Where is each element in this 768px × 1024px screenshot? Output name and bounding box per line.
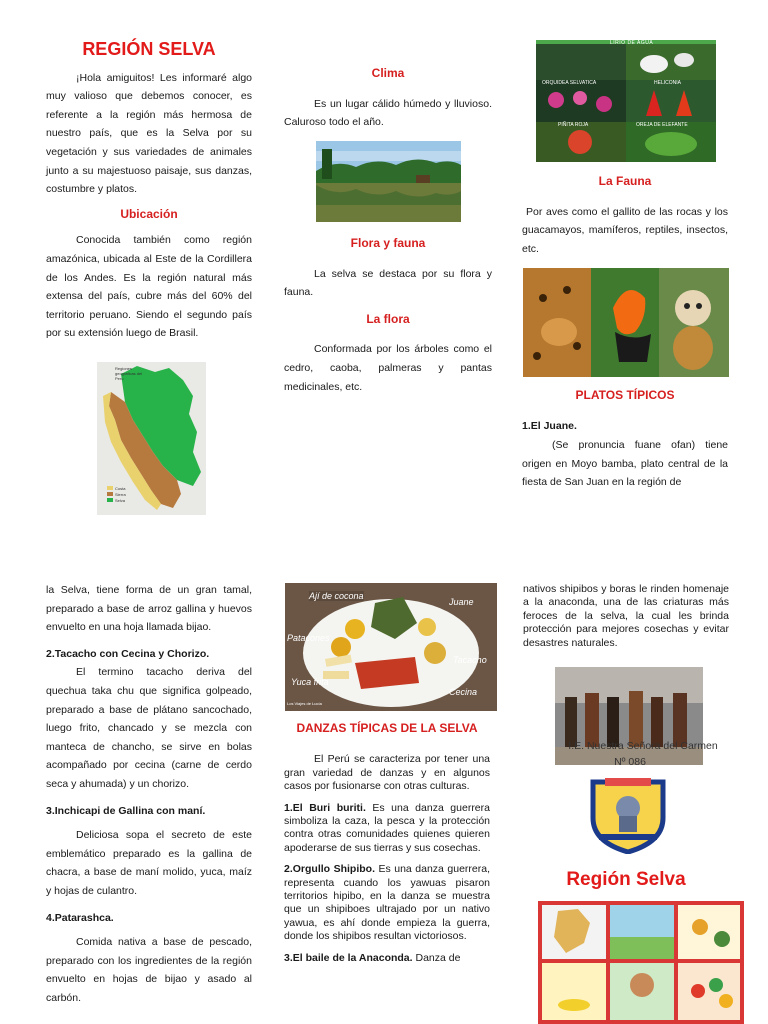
juane-text: (Se pronuncia fuane ofan) tiene origen en Moyo bamba, plato central de la fiesta de San Juan en la región de [522,439,728,489]
danzas-heading: DANZAS TÍPICAS DE LA SELVA [296,721,478,735]
dance-orgullo-shipibo: 2.Orgullo Shipibo. Es una danza guerrera, representa cuando los yawuas pisaron territorios hipibo, en la danza se muestra que un shipiboes ultrajado por un nativo yawua, es ahí donde empieza la guerra, donde los shipibos resultan victoriosos. [284,863,490,943]
region-selva-title: Región Selva [566,869,686,890]
school-number: Nº 086 [614,756,646,768]
column-flora-fauna [284,234,492,396]
platos-heading: PLATOS TÍPICOS [575,388,675,402]
flora-heading: La flora [366,311,410,326]
danzas-intro: El Perú se caracteriza por tener una gran variedad de danzas y en algunos casos por fusionarse con otras culturas. [284,753,490,793]
patarashca-title: 4.Patarashca. [46,911,114,924]
peru-regions-map [97,362,206,515]
flowers-collage [536,40,716,162]
food-label: Juane [449,597,474,607]
intro-text: ¡Hola amiguitos! Les informaré algo muy valioso que debemos conocer, es referente a la región más hermosa de nuestro país, que es la Selva por su vegetación y sus variedades de animales junto a su majestuoso paisaje, sus danzas, costumbre y platos. [46,71,252,196]
ubicacion-heading: Ubicación [120,206,178,221]
food-label: Tacacho [453,655,487,665]
flower-label: ORQUIDEA SELVATICA [542,80,597,86]
patarashca-text: Comida nativa a base de pescado, preparado con los ingredientes de la región envuelto en hojas de bijao y asado al carbón. [46,936,252,1004]
juane-cont-text: la Selva, tiene forma de un gran tamal, preparado a base de arroz gallina y huevos envuelto en una hoja llamada bijao. [46,584,252,634]
fauna-heading: La Fauna [598,174,652,188]
anaconda-cont-text: nativos shipibos y boras le rinden homenaje a la anaconda, una de las criaturas más feroces de la selva, la cual les brinda protección para mejores cosechas y evitar desastres naturales. [523,583,729,649]
dance-anaconda: 3.El baile de la Anaconda. Danza de [284,951,461,964]
jungle-river-photo [316,141,461,222]
clima-text: Es un lugar cálido húmedo y lluvioso. Caluroso todo el año. [284,97,492,129]
inchicapi-text: Deliciosa sopa el secreto de este emblemático preparado es la gallina de chacra, a base de maní molido, yuca, maíz y hojas de culantro. [46,829,252,897]
inchicapi-title: 3.Inchicapi de Gallina con maní. [46,804,206,817]
food-label: Cecina [449,687,478,697]
cover-collage [538,901,744,1024]
typical-food-photo [285,583,497,711]
ubicacion-text: Conocida también como región amazónica, ubicada al Este de la Cordillera de los Andes. Es la región natural más extensa del país, cubre más del 60% del territorio peruano. Siendo el segundo país por su extensión luego de Brasil. [46,234,252,340]
column-platos-cont [46,581,252,1007]
food-label: Ají de cocona [309,591,364,601]
flora-text: Conformada por los árboles como el cedro, caoba, palmeras y pantas medicinales, etc. [284,343,492,393]
fauna-text: Por aves como el gallito de las rocas y los guacamayos, mamíferos, reptiles, insectos, etc. [522,205,728,255]
tacacho-title: 2.Tacacho con Cecina y Chorizo. [46,647,210,660]
flower-label: PIÑITA ROJA [558,122,589,128]
column-platos [522,386,728,492]
clima-heading: Clima [371,66,405,80]
map-caption: Regiones geográficas del Perú [115,366,143,381]
food-photo-credit: Los Viajes de Lucía [287,701,322,706]
food-label: Patacones [287,633,330,643]
food-label: Yuca frita [291,677,329,687]
flora-fauna-heading: Flora y fauna [350,236,426,250]
school-name-block [523,738,729,770]
flower-label: OREJA DE ELEFANTE [636,122,688,128]
column-fauna [522,172,728,258]
column-danzas-cont [523,583,729,650]
dance-buri-buriti: 1.El Buri buriti. Es una danza guerrera simboliza la caza, la pesca y la protección contra otras comunidades quienes quieren apoderarse de sus tierras y sus cosechas. [284,801,490,854]
tacacho-text: El termino tacacho deriva del quechua taka chu que significa golpeado, preparado a base de plátano sancochado, luego frito, chancado y se mezcla con manteca de chancho, se sirve en bolas acompañado por cecina (carne de cerdo seca y ahumada) y un chorizo. [46,666,252,790]
column-intro [46,40,252,343]
column-danzas [284,722,490,965]
flower-label: HELICONIA [654,80,681,86]
column-clima [284,64,492,132]
animals-photo [523,268,729,377]
school-name: I.E. Nuestra Señora del Carmen [568,740,718,752]
flora-fauna-text: La selva se destaca por su flora y fauna. [284,267,492,299]
school-crest-logo [585,772,671,854]
page-title: REGIÓN SELVA [82,39,216,59]
map-legend: Costa Sierra Selva [107,486,126,504]
flower-label: LIRIO DE AGUA [610,40,654,46]
juane-title: 1.El Juane. [522,419,577,432]
